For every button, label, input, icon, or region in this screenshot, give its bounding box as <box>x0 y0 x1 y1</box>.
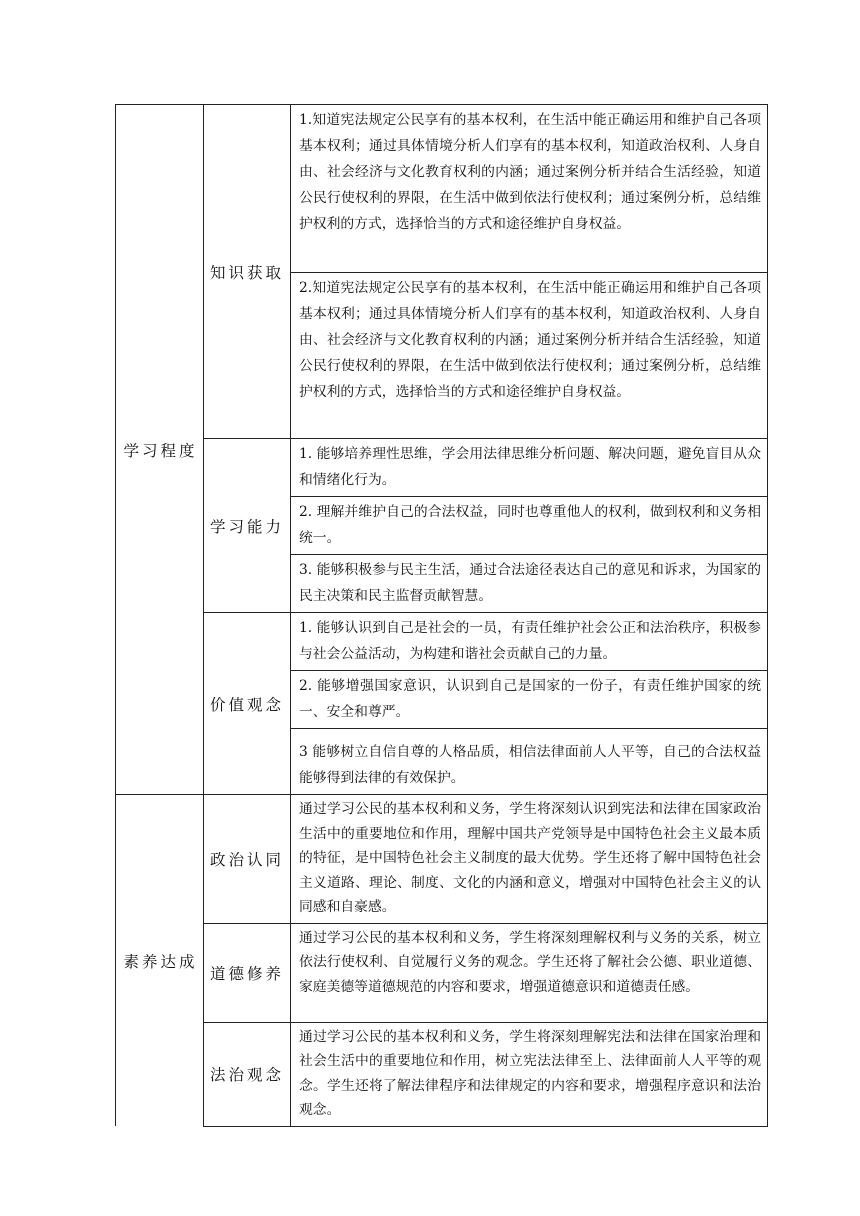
knowledge-item-2: 2.知道宪法规定公民享有的基本权利，在生活中能正确运用和维护自己各项基本权利；通过具体情境分析人们享有的基本权利，知道政治权利、人身自由、社会经济与文化教育权利的内涵；通过案例分析并结合生活经验，知道公民行使权利的界限，在生活中做到依法行使权利；通过案例分析，总结维护权利的方式，选择恰当的方式和途径维护自身权益。 <box>291 273 768 439</box>
ability-item-3: 3. 能够积极参与民主生活，通过合法途径表达自己的意见和诉求，为国家的民主决策和民主监督贡献智慧。 <box>291 555 768 613</box>
category-literacy: 素养达成 <box>116 795 204 1127</box>
rule-of-law-text: 通过学习公民的基本权利和义务，学生将深刻理解宪法和法律在国家治理和社会生活中的重要地位和作用，树立宪法法律至上、法律面前人人平等的观念。学生还将了解法律程序和法律规定的内容和要求，增强程序意识和法治观念。 <box>291 1022 768 1126</box>
learning-objectives-table <box>115 104 768 1127</box>
subcategory-rule-of-law: 法治观念 <box>204 1022 291 1126</box>
values-item-1: 1. 能够认识到自己是社会的一员，有责任维护社会公正和法治秩序，积极参与社会公益活动，为构建和谐社会贡献自己的力量。 <box>291 613 768 671</box>
ability-item-2: 2. 理解并维护自己的合法权益，同时也尊重他人的权利，做到权利和义务相统一。 <box>291 497 768 555</box>
moral-cultivation-text: 通过学习公民的基本权利和义务，学生将深刻理解权利与义务的关系，树立依法行使权利、自觉履行义务的观念。学生还将了解社会公德、职业道德、家庭美德等道德规范的内容和要求，增强道德意识和道德责任感。 <box>291 923 768 1022</box>
values-item-3: 3 能够树立自信自尊的人格品质，相信法律面前人人平等，自己的合法权益能够得到法律的有效保护。 <box>291 729 768 795</box>
subcategory-political-identity: 政治认同 <box>204 795 291 924</box>
subcategory-knowledge: 知识获取 <box>204 105 291 439</box>
category-learning-level: 学习程度 <box>116 105 204 795</box>
knowledge-item-1: 1.知道宪法规定公民享有的基本权利，在生活中能正确运用和维护自己各项基本权利；通过具体情境分析人们享有的基本权利，知道政治权利、人身自由、社会经济与文化教育权利的内涵；通过案例分析并结合生活经验，知道公民行使权利的界限，在生活中做到依法行使权利；通过案例分析，总结维护权利的方式，选择恰当的方式和途径维护自身权益。 <box>291 105 768 273</box>
subcategory-values: 价值观念 <box>204 613 291 795</box>
ability-item-1: 1. 能够培养理性思维，学会用法律思维分析问题、解决问题，避免盲目从众和情绪化行为。 <box>291 439 768 497</box>
political-identity-text: 通过学习公民的基本权利和义务，学生将深刻认识到宪法和法律在国家政治生活中的重要地位和作用，理解中国共产党领导是中国特色社会主义最本质的特征，是中国特色社会主义制度的最大优势。学生还将了解中国特色社会主义道路、理论、制度、文化的内涵和意义，增强对中国特色社会主义的认同感和自豪感。 <box>291 795 768 924</box>
values-item-2: 2. 能够增强国家意识，认识到自己是国家的一份子，有责任维护国家的统一、安全和尊严。 <box>291 671 768 729</box>
subcategory-moral-cultivation: 道德修养 <box>204 923 291 1022</box>
subcategory-ability: 学习能力 <box>204 439 291 613</box>
